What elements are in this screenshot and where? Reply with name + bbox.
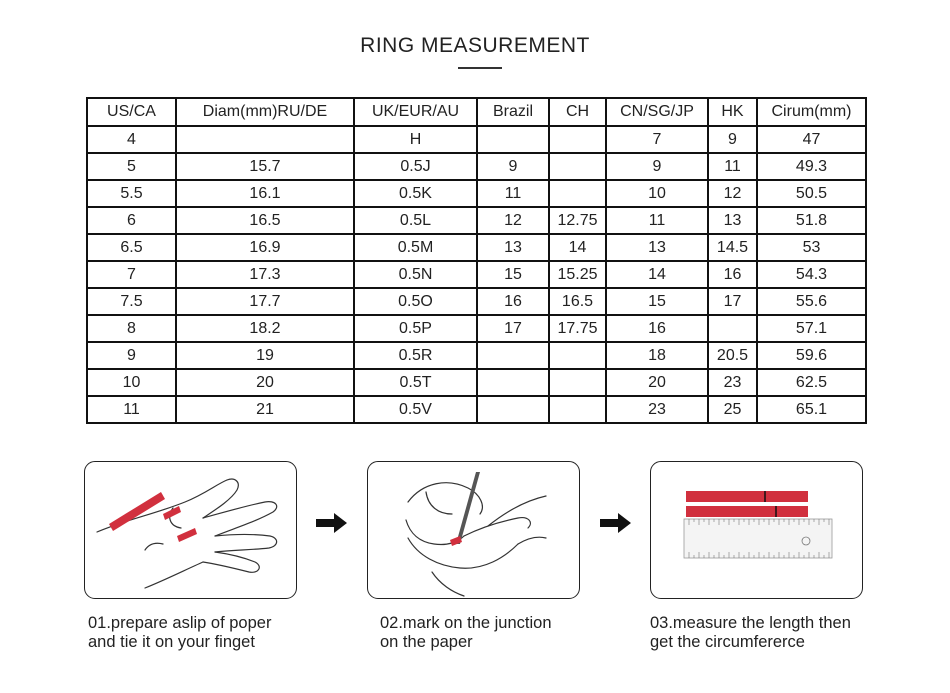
table-cell: 17.7 <box>176 288 354 315</box>
table-cell: 6.5 <box>87 234 176 261</box>
table-cell: 17 <box>708 288 757 315</box>
step-2-card <box>367 461 580 599</box>
table-cell: 54.3 <box>757 261 866 288</box>
table-cell: 16 <box>606 315 708 342</box>
table-cell: 13 <box>606 234 708 261</box>
header-cell: Diam(mm)RU/DE <box>176 98 354 126</box>
table-cell <box>477 342 549 369</box>
table-cell: 14 <box>606 261 708 288</box>
table-cell: 0.5M <box>354 234 477 261</box>
step-3-line-2: get the circumfererce <box>650 633 805 651</box>
table-cell: 51.8 <box>757 207 866 234</box>
table-cell: 7 <box>87 261 176 288</box>
step-1-card <box>84 461 297 599</box>
table-cell <box>477 126 549 153</box>
table-cell: 15 <box>477 261 549 288</box>
table-cell: 0.5P <box>354 315 477 342</box>
table-cell: 23 <box>606 396 708 423</box>
table-cell: 6 <box>87 207 176 234</box>
hand-with-paper-strip-icon <box>85 462 296 598</box>
paper-strip <box>450 536 462 546</box>
table-cell <box>477 369 549 396</box>
table-cell: 0.5O <box>354 288 477 315</box>
table-cell: 18.2 <box>176 315 354 342</box>
table-cell: 0.5T <box>354 369 477 396</box>
table-cell: 19 <box>176 342 354 369</box>
table-row <box>87 126 866 153</box>
table-cell: 20 <box>606 369 708 396</box>
table-cell: 16.5 <box>176 207 354 234</box>
table-cell <box>176 126 354 153</box>
header-cell: US/CA <box>87 98 176 126</box>
table-cell: 50.5 <box>757 180 866 207</box>
table-row <box>87 369 866 396</box>
header-cell: CN/SG/JP <box>606 98 708 126</box>
table-cell: 0.5R <box>354 342 477 369</box>
table-cell: 11 <box>477 180 549 207</box>
step-1-line-2: and tie it on your finget <box>88 633 255 651</box>
table-cell: 25 <box>708 396 757 423</box>
table-cell: 53 <box>757 234 866 261</box>
table-cell <box>549 396 606 423</box>
table-cell <box>549 126 606 153</box>
table-cell: 16.5 <box>549 288 606 315</box>
table-cell: 16.9 <box>176 234 354 261</box>
table-cell: 16 <box>708 261 757 288</box>
table-cell: 62.5 <box>757 369 866 396</box>
table-cell <box>708 315 757 342</box>
page-title: RING MEASUREMENT <box>360 34 590 57</box>
table-cell: 0.5V <box>354 396 477 423</box>
table-cell: 9 <box>606 153 708 180</box>
table-cell: 0.5N <box>354 261 477 288</box>
header-cell: CH <box>549 98 606 126</box>
table-cell: 17.3 <box>176 261 354 288</box>
step-2-caption <box>380 614 552 652</box>
table-cell: 14.5 <box>708 234 757 261</box>
step-2-line-2: on the paper <box>380 633 473 651</box>
table-row <box>87 288 866 315</box>
table-cell: 11 <box>708 153 757 180</box>
table-row <box>87 315 866 342</box>
table-cell: 17 <box>477 315 549 342</box>
table-cell: 57.1 <box>757 315 866 342</box>
header-cell: Brazil <box>477 98 549 126</box>
table-cell: 11 <box>606 207 708 234</box>
table-cell: 9 <box>708 126 757 153</box>
table-cell <box>549 153 606 180</box>
table-cell: 21 <box>176 396 354 423</box>
table-cell: 10 <box>87 369 176 396</box>
table-cell: 7 <box>606 126 708 153</box>
step-1-caption <box>88 614 271 652</box>
table-cell: 16 <box>477 288 549 315</box>
table-cell: 10 <box>606 180 708 207</box>
table-cell <box>549 342 606 369</box>
table-cell: 20.5 <box>708 342 757 369</box>
table-cell: 12 <box>477 207 549 234</box>
table-cell: 15 <box>606 288 708 315</box>
step-2-line-1: 02.mark on the junction <box>380 614 552 632</box>
table-cell <box>549 369 606 396</box>
table-cell: 7.5 <box>87 288 176 315</box>
table-cell: 13 <box>708 207 757 234</box>
step-1-line-1: 01.prepare aslip of poper <box>88 614 272 632</box>
paper-strip-wrap <box>177 528 197 542</box>
step-3-caption <box>650 614 851 652</box>
table-cell: 55.6 <box>757 288 866 315</box>
table-cell: 9 <box>87 342 176 369</box>
table-cell: 59.6 <box>757 342 866 369</box>
title-underline <box>458 67 502 69</box>
table-cell: 12 <box>708 180 757 207</box>
ring-size-table <box>86 97 867 424</box>
table-header-row <box>87 98 866 126</box>
table-cell: 4 <box>87 126 176 153</box>
table-cell: 0.5J <box>354 153 477 180</box>
table-row <box>87 234 866 261</box>
table-row <box>87 396 866 423</box>
table-cell <box>549 180 606 207</box>
pen <box>456 472 480 544</box>
table-cell: 8 <box>87 315 176 342</box>
table-cell: 12.75 <box>549 207 606 234</box>
table-cell: 18 <box>606 342 708 369</box>
header-cell: UK/EUR/AU <box>354 98 477 126</box>
header-cell: Cirum(mm) <box>757 98 866 126</box>
table-cell: H <box>354 126 477 153</box>
table-cell: 49.3 <box>757 153 866 180</box>
table-cell: 15.7 <box>176 153 354 180</box>
step-3-line-1: 03.measure the length then <box>650 614 851 632</box>
table-cell: 5 <box>87 153 176 180</box>
arrow-right-icon <box>600 513 632 533</box>
table-cell: 16.1 <box>176 180 354 207</box>
table-cell: 9 <box>477 153 549 180</box>
table-cell: 13 <box>477 234 549 261</box>
table-cell: 14 <box>549 234 606 261</box>
ruler-measuring-strip-icon <box>651 462 862 598</box>
table-cell: 23 <box>708 369 757 396</box>
table-row <box>87 153 866 180</box>
ruler <box>684 519 832 558</box>
table-cell: 17.75 <box>549 315 606 342</box>
step-3-card <box>650 461 863 599</box>
table-cell: 20 <box>176 369 354 396</box>
paper-strip-wrap <box>163 506 181 520</box>
arrow-right-icon <box>316 513 348 533</box>
table-cell: 47 <box>757 126 866 153</box>
table-cell <box>477 396 549 423</box>
paper-strip <box>686 491 808 502</box>
table-cell: 15.25 <box>549 261 606 288</box>
table-row <box>87 342 866 369</box>
table-cell: 65.1 <box>757 396 866 423</box>
table-cell: 0.5L <box>354 207 477 234</box>
paper-strip-on-ruler <box>686 506 808 517</box>
table-row <box>87 180 866 207</box>
table-cell: 0.5K <box>354 180 477 207</box>
table-cell: 5.5 <box>87 180 176 207</box>
table-row <box>87 261 866 288</box>
table-row <box>87 207 866 234</box>
header-cell: HK <box>708 98 757 126</box>
hand-marking-paper-icon <box>368 462 579 598</box>
table-cell: 11 <box>87 396 176 423</box>
